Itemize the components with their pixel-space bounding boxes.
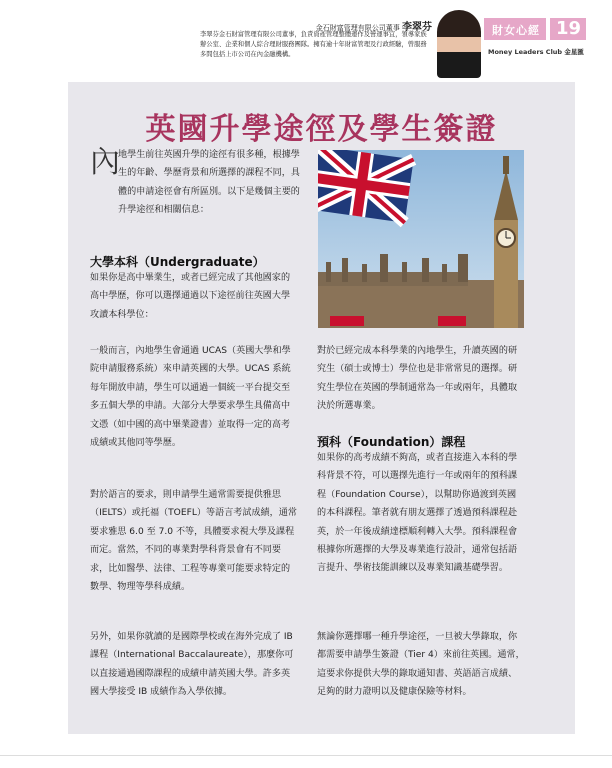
article-title: 英國升學途徑及學生簽證: [145, 112, 498, 147]
paragraph-ib: 另外，如果你就讀的是國際學校或在海外完成了 IB 課程（International Baccalaureate），那麼你可以直接通過國際課程的成績申請英國大學。許多英國大學接受 IB 成績作為入學依據。: [90, 632, 294, 698]
article-panel: [68, 82, 575, 734]
footer-divider: [0, 755, 612, 756]
page-number-box: [548, 18, 586, 40]
section-heading-foundation: 預科（Foundation）課程: [317, 435, 466, 449]
company-name: 金石財富管理有限公司董事: [315, 24, 400, 32]
paragraph-student-visa: 無論你選擇哪一種升學途徑，一旦被大學錄取，你都需要申請學生簽證（Tier 4）來前往英國。通常，這要求你提供大學的錄取通知書、英語語言成績、足夠的財力證明以及健康保險等材料。: [317, 632, 525, 698]
page-number: 19: [556, 18, 582, 39]
big-ben-union-jack-image: [318, 150, 524, 328]
author-portrait: [437, 10, 481, 78]
intro-paragraph: 地學生前往英國升學的途徑有很多種，根據學生的年齡、學歷背景和所選擇的課程不同，具體的申請途徑會有所區別。以下是幾個主要的升學途徑和相關信息：: [118, 150, 300, 216]
section-heading-undergraduate: 大學本科（Undergraduate）: [90, 255, 265, 269]
intro-drop-cap: 內: [90, 145, 120, 180]
author-name: 李翠芬: [402, 22, 432, 33]
paragraph-ucas: 一般而言，內地學生會通過 UCAS（英國大學和學院申請服務系統）來申請英國的大學。UCAS 系統每年開放申請，學生可以通過一個統一平台提交至多五個大學的申請。大部分大學要求學生具備高中文憑（如中國的高中畢業證書）並取得一定的高考成績或其他同等學歷。: [90, 346, 291, 449]
london-photo: [318, 150, 524, 328]
author-bio: 李翠芬金石財富管理有限公司董事，負責資產管理整體運作及營運事宜，領導家族辦公室、企業和個人綜合理財服務團隊。擁有逾十年財富管理及行政經驗，曾服務多間包括上市公司在內金融機構。: [200, 31, 427, 58]
column-tab: [484, 18, 546, 40]
column-name: 財女心經: [492, 24, 540, 37]
paragraph-undergraduate-intro: 如果你是高中畢業生，或者已經完成了其他國家的高中學歷，你可以選擇通過以下途徑前往英國大學攻讀本科學位：: [90, 273, 291, 320]
paragraph-foundation: 如果你的高考成績不夠高，或者直接進入本科的學科背景不符，可以選擇先進行一年或兩年的預科課程（Foundation Course），以幫助你過渡到英國的本科課程。筆者就有朋友選擇了透過預科課程赴英，於一年後成績達標順利轉入大學。預科課程會根據你所選擇的大學及專業進行設計，通常包括語言提升、學術技能訓練以及專業知識基礎學習。: [317, 453, 518, 574]
paragraph-language: 對於語言的要求，則申請學生通常需要提供雅思（IELTS）或托福（TOEFL）等語言考試成績，通常要求雅思 6.0 至 7.0 不等，具體要求視大學及課程而定。當然，不同的專業對學科背景會有不同要求，比如醫學、法律、工程等專業可能要求特定的數學、物理等學科成績。: [90, 490, 297, 593]
club-name: Money Leaders Club 金星匯: [488, 48, 584, 56]
paragraph-postgraduate: 對於已經完成本科學業的內地學生，升讀英國的研究生（碩士或博士）學位也是非常常見的選擇。研究生學位在英國的學制通常為一年或兩年，具體取決於所選專業。: [317, 346, 518, 412]
page-header: [0, 0, 612, 80]
